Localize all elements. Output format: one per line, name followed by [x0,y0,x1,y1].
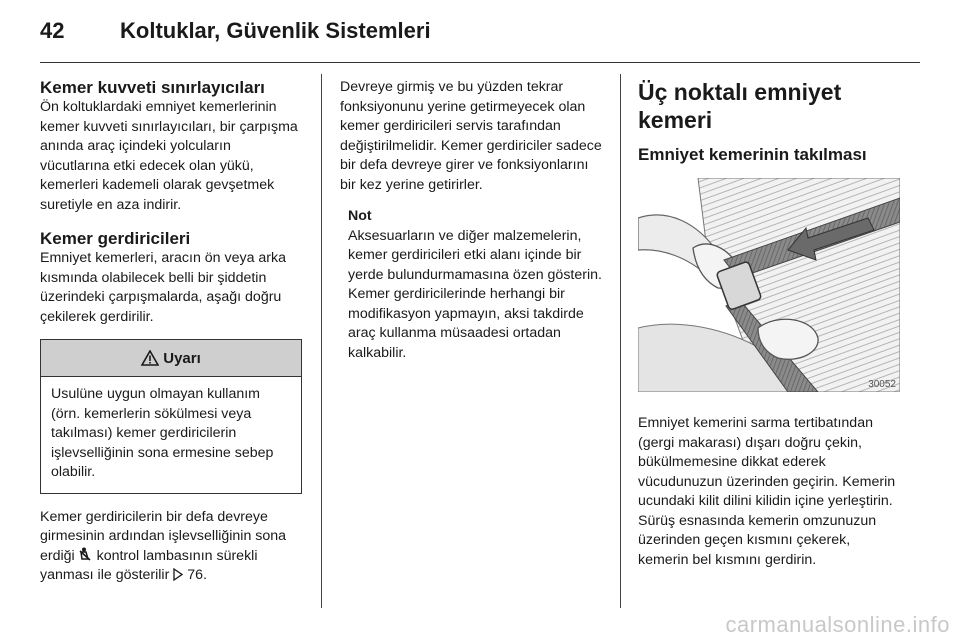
column-1 [40,78,302,586]
seat-belt-illustration [638,178,900,392]
warning-title: Uyarı [163,349,201,367]
page-number: 42 [40,18,65,43]
column-divider-1 [321,74,322,608]
chapter-title: Koltuklar, Güvenlik Sistemleri [120,18,431,43]
page-reference[interactable]: 76. [187,567,207,583]
three-point-belt-title: Üç noktalı emniyet kemeri [638,79,842,133]
header-divider [40,62,920,63]
column-2 [340,78,602,363]
warning-text: Usulüne uygun olmayan kullanım (örn. kemerlerin sökülmesi veya takılması) kemer gerdiricilerin işlevselliğinin sona ermesine sebep olabilir. [51,386,274,480]
warning-header [41,340,301,377]
fastening-instructions-text: Emniyet kemerini sarma tertibatından (gergi makarası) dışarı doğru çekin, bükülmemesine dikkat ederek vücudunuzun üzerinden geçirin. Kemerin ucundaki kilit dilini kilidin içine yerleştirin. Sürüş esnasında kemerin omzunuzun üzerinden geçen kısmını çekerek, kemerin bel kısmını gerdirin. [638,415,896,568]
warning-triangle-icon [141,350,159,366]
section-body-belt-force-limiters: Ön koltuklardaki emniyet kemerlerinin kemer kuvveti sınırlayıcıları, bir çarpışma anında araç içindeki yolcuların vücutlarına etki edecek olan yükü, kemerleri kademeli olarak gevşetmek suretiyle en aza indirir. [40,99,298,213]
warning-box [40,339,302,494]
section-body-belt-pretensioners: Emniyet kemerleri, aracın ön veya arka kısmında olabilecek belli bir şiddetin üzerindeki çarpışmalarda, aşağı doğru çekilerek gerdirilir. [40,250,287,325]
watermark: carmanualsonline.info [725,612,950,637]
section-title-belt-pretensioners: Kemer gerdiricileri [40,229,191,248]
image-code: 30052 [868,379,896,390]
pretensioner-replacement-text: Devreye girmiş ve bu yüzden tekrar fonksiyonunu yerine getirmeyecek olan kemer gerdiricileri servis tarafından değiştirilmelidir. Kemer gerdiriciler sadece bir defa devreye girer ve fonksiyonlarını bir kez yerine getirirler. [340,79,602,193]
fastening-belt-subtitle: Emniyet kemerinin takılması [638,145,867,164]
note-text: Aksesuarların ve diğer malzemelerin, kemer gerdiricileri etki alanı içinde bir yerde bulundurmamasına özen gösterin. Kemer gerdiricilerinde herhangi bir modifikasyon yapmayın, aksi takdirde araç kullanma müsaadesi ortadan kalkabilir. [348,227,602,361]
column-divider-2 [620,74,621,608]
seat-belt-fastening-image [638,178,900,392]
section-title-belt-force-limiters: Kemer kuvveti sınırlayıcıları [40,78,265,97]
note-block [340,207,602,363]
page-reference-arrow-icon [173,568,183,581]
column-3 [638,78,904,570]
pretensioner-indicator-text: Kemer gerdiricilerin bir defa devreye girmesinin ardından işlevselliğinin sona erdiği kontrol lambasının sürekli yanması ile gösterilir 76. [40,508,287,583]
note-title: Not [348,208,372,224]
pretensioner-warning-light-icon [79,547,93,562]
page-header [40,18,920,50]
